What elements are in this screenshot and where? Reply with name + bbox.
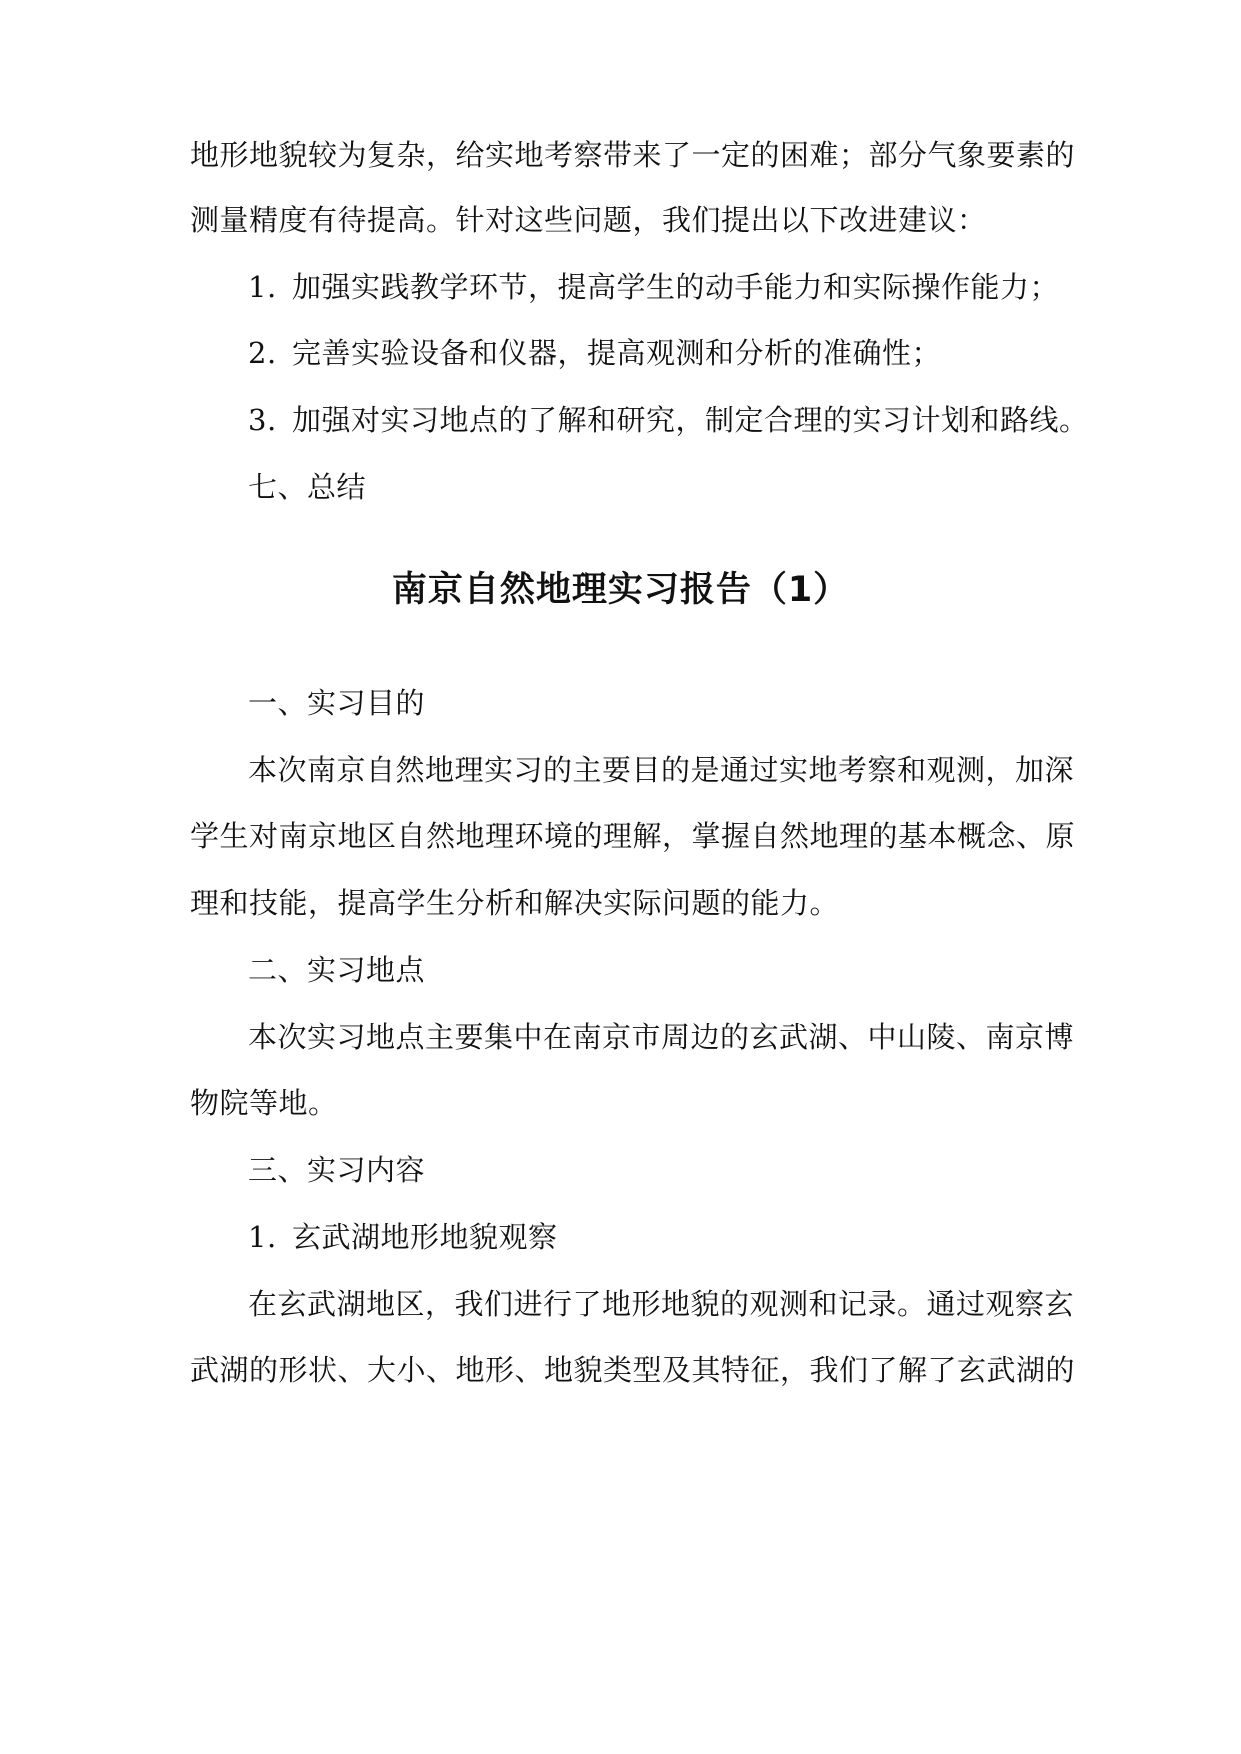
list-number: 1. [248,1220,277,1254]
paragraph-line: 学生对南京地区自然地理环境的理解，掌握自然地理的基本概念、原 [190,819,1076,853]
list-text: 加强实践教学环节，提高学生的动手能力和实际操作能力； [292,270,1060,304]
paragraph-line: 在玄武湖地区，我们进行了地形地貌的观测和记录。通过观察玄 [248,1287,1075,1321]
list-number: 1. [248,270,277,304]
summary-heading: 七、总结 [248,470,367,504]
paragraph-line: 本次实习地点主要集中在南京市周边的玄武湖、中山陵、南京博 [248,1020,1075,1054]
paragraph-line: 测量精度有待提高。针对这些问题，我们提出以下改进建议： [190,203,987,237]
list-number: 3. [248,403,277,437]
suggestion-item-3 [248,400,1089,440]
subsection-heading [248,1217,1060,1257]
report-title: 南京自然地理实习报告（1） [391,570,850,610]
suggestion-item-1 [248,267,1060,307]
paragraph-line: 理和技能，提高学生分析和解决实际问题的能力。 [190,886,840,920]
list-text: 加强对实习地点的了解和研究，制定合理的实习计划和路线。 [292,403,1089,437]
suggestion-item-2 [248,333,1060,373]
list-number: 2. [248,336,277,370]
subsection-title: 玄武湖地形地貌观察 [292,1220,558,1254]
section-heading: 二、实习地点 [248,953,426,987]
section-heading: 三、实习内容 [248,1153,426,1187]
paragraph-line: 地形地貌较为复杂，给实地考察带来了一定的困难；部分气象要素的 [190,138,1076,172]
section-heading: 一、实习目的 [248,686,426,720]
paragraph-line: 本次南京自然地理实习的主要目的是通过实地考察和观测，加深 [248,753,1075,787]
paragraph-line: 武湖的形状、大小、地形、地貌类型及其特征，我们了解了玄武湖的 [190,1353,1076,1387]
paragraph-line: 物院等地。 [190,1086,338,1120]
list-text: 完善实验设备和仪器，提高观测和分析的准确性； [292,336,942,370]
